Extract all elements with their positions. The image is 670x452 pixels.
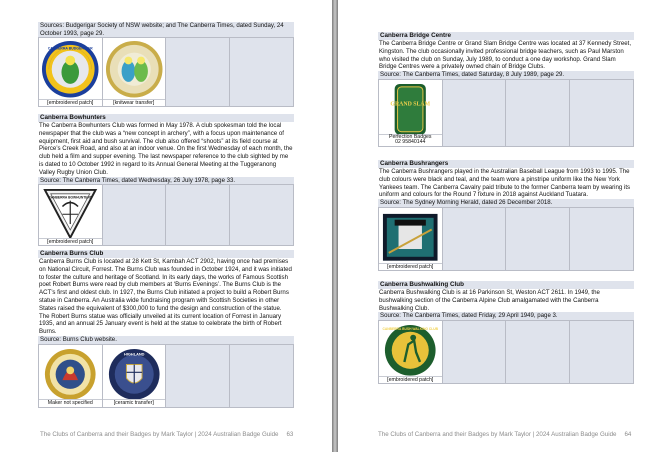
badge-grid xyxy=(378,320,634,384)
bowhunters-patch-image xyxy=(41,187,99,240)
empty-cell xyxy=(506,80,570,146)
budgerigar-patch-image xyxy=(41,40,99,100)
empty-cell xyxy=(570,321,634,383)
section-source: Source: The Canberra Times, dated Wednesday, 26 July 1978, page 33. xyxy=(38,177,294,185)
badge-caption: Perfection Badges 02 95840144 xyxy=(379,134,442,146)
section-heading: Canberra Bridge Centre xyxy=(378,32,634,40)
burns-club-badge-image xyxy=(41,347,99,402)
budgerigar-transfer-image xyxy=(105,40,163,100)
badge-cell xyxy=(379,208,443,270)
empty-cell xyxy=(230,185,294,245)
highland-society-image xyxy=(105,347,163,402)
badge-grid xyxy=(38,184,294,246)
section-heading: Canberra Bushwalking Club xyxy=(378,281,634,289)
badge-grid xyxy=(38,344,294,408)
page-footer xyxy=(378,431,631,438)
badge-caption: [embroidered patch] xyxy=(39,238,102,245)
badge-cell xyxy=(103,38,167,106)
page-footer xyxy=(40,431,293,438)
badge-cell xyxy=(39,38,103,106)
bridge-section xyxy=(378,32,634,147)
burns-section xyxy=(38,250,294,408)
page-63 xyxy=(0,0,332,452)
badge-caption: [embroidered patch] xyxy=(379,376,442,383)
empty-cell xyxy=(103,185,167,245)
section-body: The Canberra Bowhunters Club was formed in May 1978. A club spokesman told the local newspaper that the club was a “new concept in archery”, with a focus upon maintenance of equipment, first aid and bush survival. The club also offered “shoots” at its field course at Pierce’s Creek Road, and also at an indoor venue. On the first Wednesday of each month, the club held a film and supper evening. The last newspaper reference to the club sighted by me is dated to 10 October 1992 in regard to its Annual General Meeting at the Tuggeranong Valley Rugby Union Club. xyxy=(39,122,293,176)
section-body: Canberra Bushwalking Club is at 16 Parkinson St, Weston ACT 2611. In 1949, the bushwalking section of the Canberra Alpine Club amalgamated with the Canberra Bushwalking Club. xyxy=(379,289,600,312)
badge-ring-text: CANBERRA BOWHUNTERS xyxy=(48,195,93,200)
empty-cell xyxy=(166,345,230,407)
page-number: 63 xyxy=(286,431,294,438)
section-source: Source: The Sydney Morning Herald, dated 26 December 2018. xyxy=(378,199,634,207)
bowhunters-section xyxy=(38,114,294,246)
budgerigar-source: Sources: Budgerigar Society of NSW website; and The Canberra Times, dated Sunday, 24 October 1993, page 29. xyxy=(38,22,294,37)
footer-text: The Clubs of Canberra and their Badges by Mark Taylor | 2024 Australian Badge Guide xyxy=(40,431,279,438)
badge-grid xyxy=(38,37,294,107)
badge-ring-text: HIGHLAND xyxy=(123,350,144,356)
empty-cell xyxy=(230,345,294,407)
budgerigar-section xyxy=(38,22,294,107)
section-source: Source: Burns Club website. xyxy=(38,336,294,344)
badge-caption: Maker not specified xyxy=(39,399,102,406)
section-heading: Canberra Bushrangers xyxy=(378,160,634,168)
page-64 xyxy=(338,0,670,452)
empty-cell xyxy=(166,38,230,106)
badge-ring-text: GRAND SLAM xyxy=(390,101,431,108)
empty-cell xyxy=(570,208,634,270)
badge-cell xyxy=(103,345,167,407)
section-heading: Canberra Burns Club xyxy=(38,250,294,258)
section-heading: Canberra Bowhunters xyxy=(38,114,294,122)
badge-cell xyxy=(39,185,103,245)
grand-slam-badge-image xyxy=(381,82,439,137)
badge-caption: [embroidered patch] xyxy=(39,99,102,106)
bushwalking-patch-image xyxy=(381,323,439,378)
section-body: Canberra Burns Club is located at 28 Kett St, Kambah ACT 2902, having once had premises on National Circuit, Forrest. The Burns Club was founded in October 1924, and it was initiated to foster the culture and heritage of Scotland. In its early days, the works of Famous Scottish poet Robert Burns were read by club members at ‘Burns Evenings’. The Burns Club is the ACT’s first and oldest club. In 1927, the Burns Club initiated a project to build a Robert Burns statue in Canberra. An Australia wide fundraising program with Scottish Societies in other States raised the equivalent of $300,000 to fund the design and construction of the statue. The Robert Burns statue was officially unveiled at its current location of Forrest in January 1935, and an annual 25 January event is held at the statue to celebrate the birth of Robert Burns. xyxy=(39,258,292,336)
badge-cell xyxy=(379,321,443,383)
badge-caption: [knitwear transfer] xyxy=(103,99,166,106)
empty-cell xyxy=(443,80,507,146)
page-number: 64 xyxy=(624,431,632,438)
empty-cell xyxy=(506,321,570,383)
badge-grid xyxy=(378,207,634,271)
empty-cell xyxy=(230,38,294,106)
badge-cell xyxy=(379,80,443,146)
section-source: Source: The Canberra Times, dated Friday, 29 April 1949, page 3. xyxy=(378,312,634,320)
badge-caption: [embroidered patch] xyxy=(379,263,442,270)
section-source: Source: The Canberra Times, dated Saturday, 8 July 1989, page 29. xyxy=(378,71,634,79)
section-body: The Canberra Bushrangers played in the Australian Baseball League from 1993 to 1995. The club colours were black and teal, and the team wore a pinstripe uniform like the New York Yankees team. The Canberra Cavalry paid tribute to the former Canberra team by wearing its uniform and colours for the Round 7 fixture in 2018 against Auckland Tuatara. xyxy=(379,168,631,199)
bushrangers-section xyxy=(378,160,634,271)
badge-grid xyxy=(378,79,634,147)
empty-cell xyxy=(443,208,507,270)
badge-ring-text: CANBERRA BUSH WALKING CLUB xyxy=(382,327,439,332)
badge-cell xyxy=(39,345,103,407)
section-body: The Canberra Bridge Centre or Grand Slam Bridge Centre was located at 37 Kennedy Street, Kingston. The club occasionally invited professional bridge teachers, such as Paul Marston who visited the club on Sunday, July 1989, to conduct a one day workshop. Grand Slam Bridge Centres were a privately owned chain of Bridge Clubs. xyxy=(379,40,632,71)
empty-cell xyxy=(443,321,507,383)
badge-caption: [ceramic transfer] xyxy=(103,399,166,406)
badge-ring-text: CANBERRA BUDGERIGAR xyxy=(47,46,93,51)
empty-cell xyxy=(166,185,230,245)
bushwalking-section xyxy=(378,281,634,384)
empty-cell xyxy=(506,208,570,270)
empty-cell xyxy=(570,80,634,146)
footer-text: The Clubs of Canberra and their Badges by Mark Taylor | 2024 Australian Badge Guide xyxy=(378,431,617,438)
bushrangers-patch-image xyxy=(381,210,439,265)
